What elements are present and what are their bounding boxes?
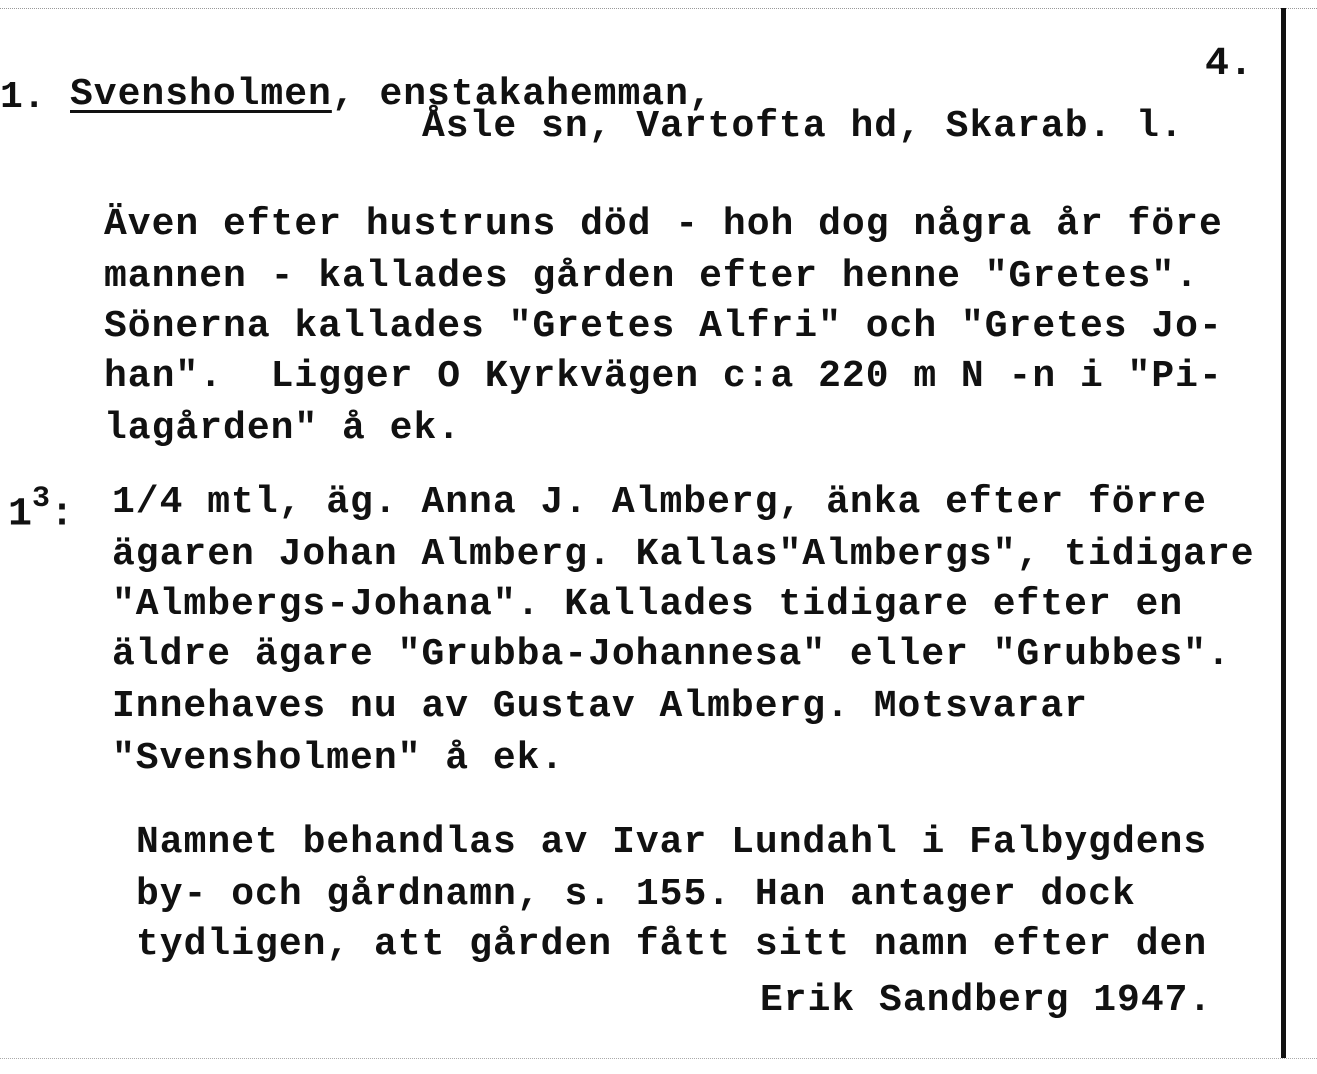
paragraph2-line: Innehaves nu av Gustav Almberg. Motsvarar xyxy=(112,685,1088,728)
entry-number: 1. xyxy=(0,76,46,119)
subentry-base: 1 xyxy=(8,492,33,538)
bottom-edge-dots xyxy=(0,1058,1317,1061)
paragraph2-line: ägaren Johan Almberg. Kallas"Almbergs", tidigare xyxy=(112,533,1255,576)
subentry-colon: : xyxy=(50,492,75,538)
page-number: 4. xyxy=(1205,42,1254,87)
paragraph2-line: "Almbergs-Johana". Kallades tidigare efter en xyxy=(112,583,1184,626)
paragraph3-line: by- och gårdnamn, s. 155. Han antager dock xyxy=(136,873,1136,916)
location-line: Åsle sn, Vartofta hd, Skarab. l. xyxy=(422,105,1184,148)
place-name-title: Svensholmen xyxy=(70,73,332,116)
place-type: , enstakahemman, xyxy=(331,73,713,116)
paragraph2-line: "Svensholmen" å ek. xyxy=(112,737,565,780)
paragraph3-line: Namnet behandlas av Ivar Lundahl i Falbygdens xyxy=(136,821,1208,864)
paragraph1-line: lagården" å ek. xyxy=(104,407,462,450)
paragraph2-line: 1/4 mtl, äg. Anna J. Almberg, änka efter förre xyxy=(112,481,1207,524)
subentry-number xyxy=(8,482,75,538)
paragraph2-line: äldre ägare "Grubba-Johannesa" eller "Grubbes". xyxy=(112,633,1231,676)
paragraph3-line: tydligen, att gården fått sitt namn efter den xyxy=(136,923,1208,966)
paragraph1-line: Även efter hustruns död - hoh dog några år före xyxy=(104,203,1223,246)
right-border-line xyxy=(1281,8,1286,1058)
author-signature: Erik Sandberg 1947. xyxy=(760,979,1213,1022)
subentry-superscript: 3 xyxy=(32,482,51,516)
top-edge-dots xyxy=(0,8,1317,11)
paragraph1-line: mannen - kallades gården efter henne "Gretes". xyxy=(104,255,1199,298)
paragraph1-line: han". Ligger O Kyrkvägen c:a 220 m N -n i "Pi- xyxy=(104,355,1223,398)
paragraph1-line: Sönerna kallades "Gretes Alfri" och "Gretes Jo- xyxy=(104,305,1223,348)
